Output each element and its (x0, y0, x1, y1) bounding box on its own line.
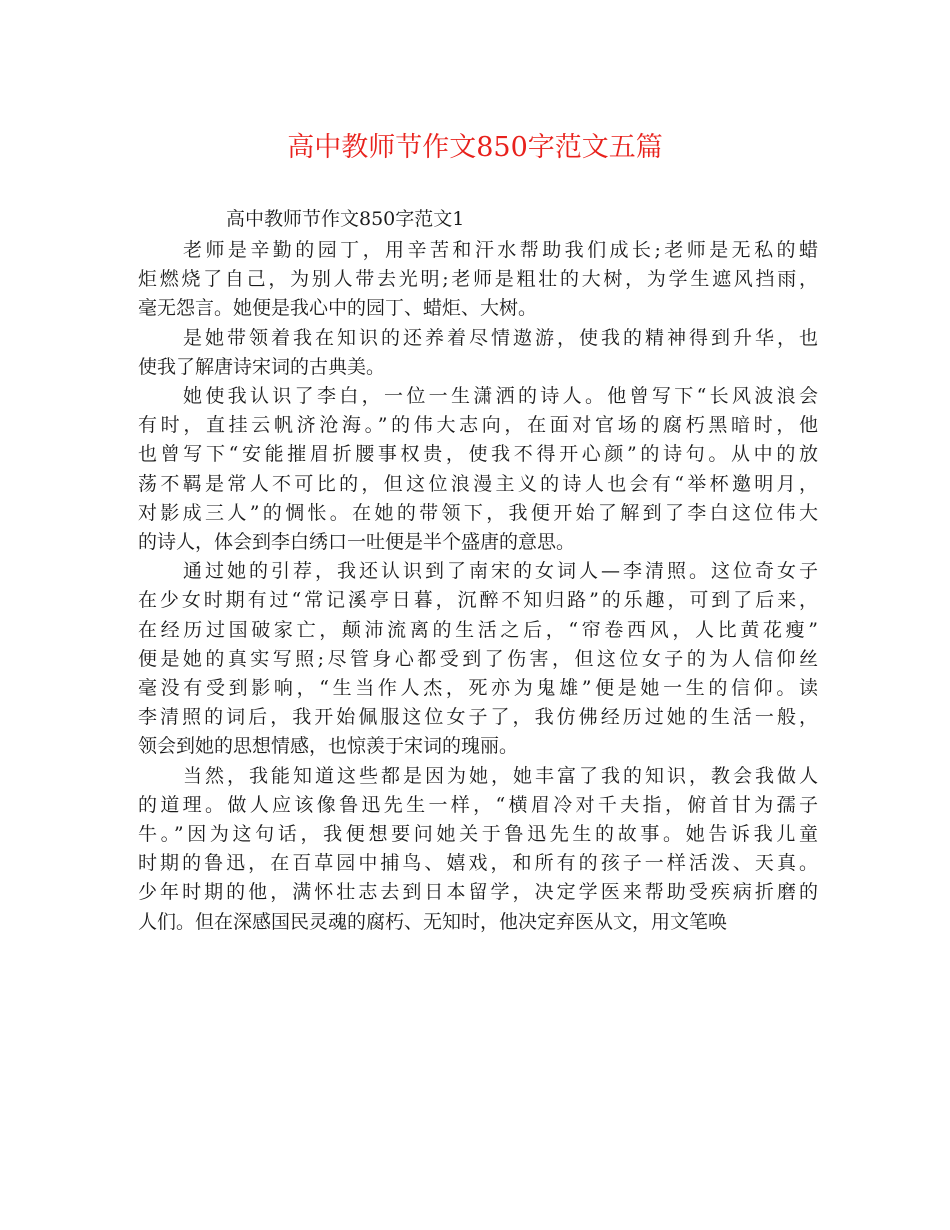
paragraph-line: 在经历过国破家亡，颠沛流离的生活之后，“帘卷西风，人比黄花瘦” (138, 618, 818, 641)
paragraph-line: 老师是辛勤的园丁，用辛苦和汗水帮助我们成长;老师是无私的蜡 (183, 239, 818, 261)
paragraph-line: 当然，我能知道这些都是因为她，她丰富了我的知识，教会我做人 (183, 764, 818, 787)
paragraph-line: 便是她的真实写照;尽管身心都受到了伤害，但这位女子的为人信仰丝 (138, 647, 818, 670)
paragraph-line: 李清照的词后，我开始佩服这位女子了，我仿佛经历过她的生活一般， (138, 706, 818, 729)
section-title: 高中教师节作文850字范文1 (226, 208, 465, 230)
paragraph (138, 382, 818, 557)
paragraph-line: 的道理。做人应该像鲁迅先生一样，“横眉冷对千夫指，俯首甘为孺子 (138, 793, 818, 816)
paragraph-line: 少年时期的他，满怀壮志去到日本留学，决定学医来帮助受疾病折磨的 (138, 881, 818, 904)
paragraph-line: 也曾写下“安能摧眉折腰事权贵，使我不得开心颜”的诗句。从中的放 (138, 443, 818, 466)
paragraph (138, 557, 818, 761)
paragraph-line: 牛。”因为这句话，我便想要问她关于鲁迅先生的故事。她告诉我儿童 (138, 823, 818, 846)
paragraph-line: 时期的鲁迅，在百草园中捕鸟、嬉戏，和所有的孩子一样活泼、天真。 (138, 852, 818, 875)
paragraph-line: 使我了解唐诗宋词的古典美。 (138, 355, 386, 378)
paragraph-line: 有时，直挂云帆济沧海。”的伟大志向，在面对官场的腐朽黑暗时，他 (138, 414, 818, 437)
paragraph-line: 在少女时期有过“常记溪亭日暮，沉醉不知归路”的乐趣，可到了后来， (138, 589, 818, 612)
paragraph-line: 毫没有受到影响，“生当作人杰，死亦为鬼雄”便是她一生的信仰。读 (138, 677, 818, 700)
paragraph (138, 236, 818, 324)
page-title: 高中教师节作文850字范文五篇 (287, 132, 663, 163)
paragraph (138, 762, 818, 937)
paragraph-line: 她使我认识了李白，一位一生潇洒的诗人。他曾写下“长风波浪会 (183, 385, 818, 408)
paragraph-line: 领会到她的思想情感，也惊羡于宋词的瑰丽。 (138, 735, 519, 758)
paragraph-line: 炬燃烧了自己，为别人带去光明;老师是粗壮的大树，为学生遮风挡雨， (138, 268, 818, 291)
paragraph (138, 324, 818, 382)
paragraph-line: 毫无怨言。她便是我心中的园丁、蜡炬、大树。 (138, 297, 538, 320)
paragraph-line: 对影成三人”的惆怅。在她的带领下，我便开始了解到了李白这位伟大 (138, 501, 818, 524)
paragraph-line: 通过她的引荐，我还认识到了南宋的女词人—李清照。这位奇女子 (183, 560, 818, 583)
paragraph-line: 的诗人，体会到李白绣口一吐便是半个盛唐的意思。 (138, 531, 576, 554)
paragraph-line: 是她带领着我在知识的还养着尽情遨游，使我的精神得到升华，也 (183, 326, 818, 349)
article-body (138, 236, 818, 937)
paragraph-line: 人们。但在深感国民灵魂的腐朽、无知时，他决定弃医从文，用文笔唤 (138, 910, 728, 933)
paragraph-line: 荡不羁是常人不可比的，但这位浪漫主义的诗人也会有“举杯邀明月， (138, 472, 818, 495)
